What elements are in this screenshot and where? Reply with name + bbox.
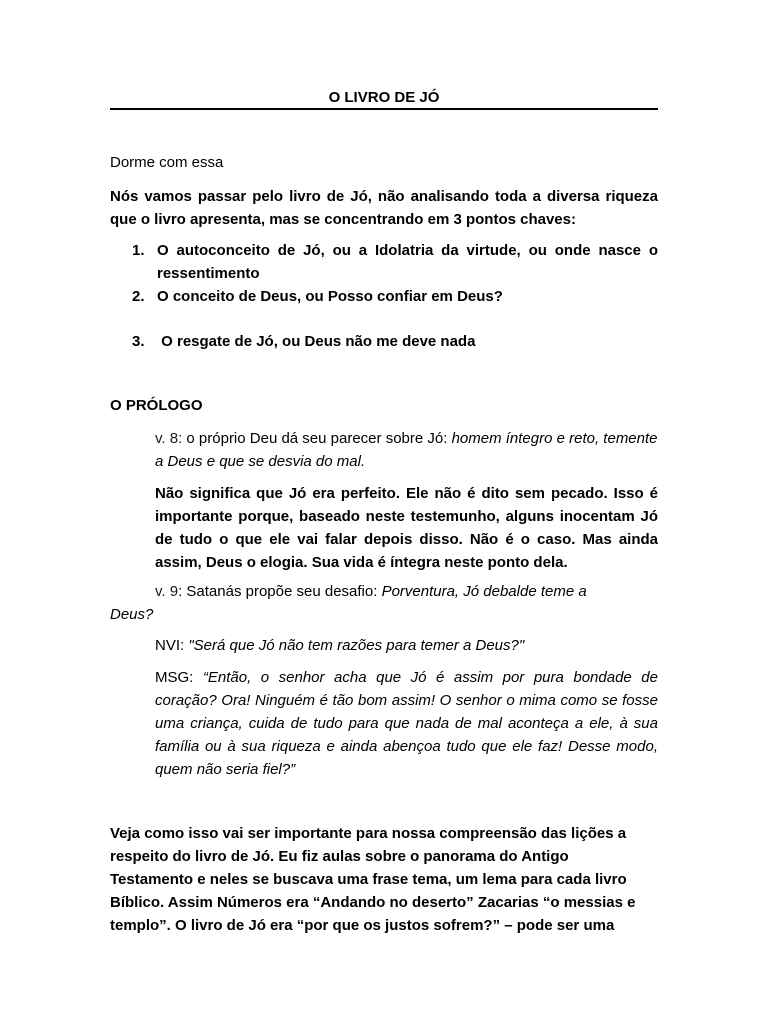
- verse-reference: v. 9: [155, 583, 179, 600]
- intro-paragraph: Nós vamos passar pelo livro de Jó, não analisando toda a diversa riqueza que o livro apresenta, mas se concentrando em 3 pontos chaves:: [110, 188, 658, 228]
- verse-quote-continuation: Deus?: [110, 606, 154, 623]
- verse-reference: v. 8:: [155, 430, 187, 447]
- list-text: O autoconceito de Jó, ou a Idolatria da virtude, ou onde nasce o ressentimento: [157, 242, 658, 282]
- list-item-3: [132, 330, 658, 353]
- translation-label: NVI:: [155, 637, 189, 654]
- list-number: 3.: [132, 333, 145, 350]
- closing-line: Veja como isso vai ser importante para nossa compreensão das lições a: [110, 825, 627, 842]
- title-underline: [110, 108, 658, 110]
- list-item-2: [132, 285, 658, 308]
- intro-line: Dorme com essa: [110, 154, 224, 171]
- list-number: 1.: [132, 242, 145, 259]
- list-number: 2.: [132, 288, 145, 305]
- closing-paragraph: [110, 822, 658, 937]
- list-text: O resgate de Jó, ou Deus não me deve nada: [157, 333, 476, 350]
- commentary-paragraph: Não significa que Jó era perfeito. Ele não é dito sem pecado. Isso é importante porque, baseado neste testemunho, alguns inocentam Jó de tudo o que ele vai falar depois disso. Não é o caso. Mas ainda assim, Deus o elogia. Sua vida é íntegra neste ponto dela.: [155, 485, 658, 571]
- closing-line: Testamento e neles se buscava uma frase tema, um lema para cada livro: [110, 871, 627, 888]
- verse-commentary: : Satanás propõe seu desafio:: [178, 583, 382, 600]
- page-title: O LIVRO DE JÓ: [328, 89, 440, 106]
- verse-quote: Porventura, Jó debalde teme a: [381, 583, 587, 600]
- verse-9-continuation: [110, 603, 658, 626]
- verse-9-line: [155, 580, 658, 603]
- translation-quote: “Então, o senhor acha que Jó é assim por pura bondade de coração? Ora! Ninguém é tão bom assim! O senhor o mima como se fosse uma criança, cuida de tudo para que nada de mal aconteça a ele, à sua família ou à sua riqueza e ainda abençoa tudo que ele faz! Desse modo, quem não seria fiel?”: [155, 669, 658, 778]
- verse-quote: homem íntegro e reto, temente a Deus e que se desvia do mal.: [155, 430, 658, 470]
- verse-commentary: o próprio Deu dá seu parecer sobre Jó:: [186, 430, 452, 447]
- translation-quote: "Será que Jó não tem razões para temer a Deus?": [188, 637, 525, 654]
- list-text: O conceito de Deus, ou Posso confiar em Deus?: [157, 288, 503, 305]
- msg-translation: [155, 666, 658, 781]
- closing-line: templo”. O livro de Jó era “por que os justos sofrem?” – pode ser uma: [110, 917, 615, 934]
- closing-line: respeito do livro de Jó. Eu fiz aulas sobre o panorama do Antigo: [110, 848, 569, 865]
- closing-line: Bíblico. Assim Números era “Andando no deserto” Zacarias “o messias e: [110, 894, 636, 911]
- nvi-translation: [155, 634, 658, 657]
- section-heading: O PRÓLOGO: [110, 397, 203, 414]
- list-item-1: [132, 239, 658, 285]
- translation-label: MSG:: [155, 669, 203, 686]
- verse-8-paragraph: [155, 427, 658, 473]
